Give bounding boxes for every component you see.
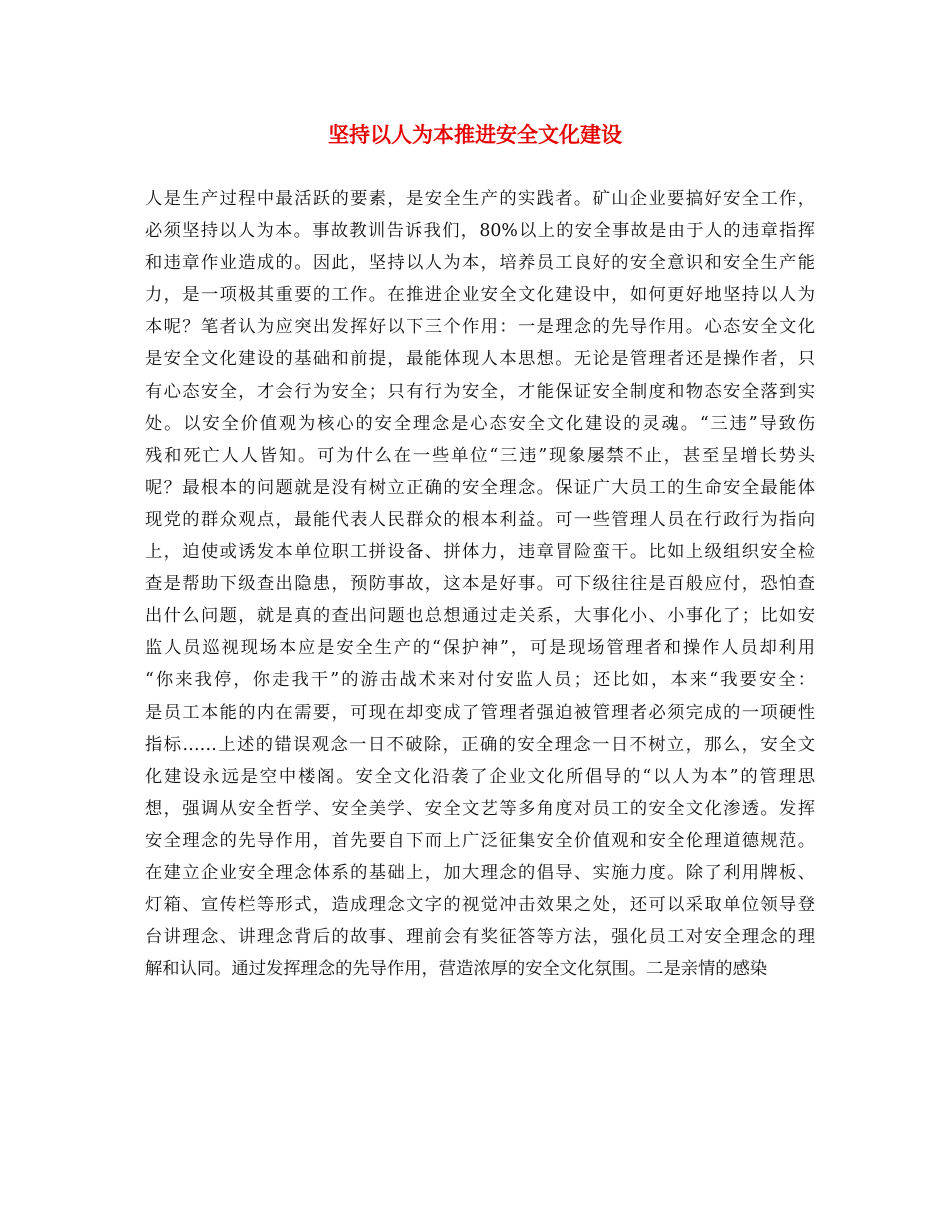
body-text-line: 化建设永远是空中楼阁。安全文化沿袭了企业文化所倡导的“以人为本”的管理思 [145,766,815,787]
body-text-line: 和违章作业造成的。因此，坚持以人为本，培养员工良好的安全意识和安全生产能 [145,253,815,274]
body-text-line: 有心态安全，才会行为安全；只有行为安全，才能保证安全制度和物态安全落到实 [145,381,815,402]
body-text-line: 解和认同。通过发挥理念的先导作用，营造浓厚的安全文化氛围。二是亲情的感染 [145,959,768,980]
body-text-line: 出什么问题，就是真的查出问题也总想通过走关系，大事化小、小事化了；比如安 [145,606,815,627]
body-text-line: 力，是一项极其重要的工作。在推进企业安全文化建设中，如何更好地坚持以人为 [145,285,815,306]
body-text-line: 是安全文化建设的基础和前提，最能体现人本思想。无论是管理者还是操作者，只 [145,349,815,370]
body-text-line: 是员工本能的内在需要，可现在却变成了管理者强迫被管理者必须完成的一项硬性 [145,702,815,723]
document-body [145,183,815,985]
body-text-line: 在建立企业安全理念体系的基础上，加大理念的倡导、实施力度。除了利用牌板、 [145,862,815,883]
body-text-line: 现党的群众观点，最能代表人民群众的根本利益。可一些管理人员在行政行为指向 [145,509,815,530]
body-text-line: 安全理念的先导作用，首先要自下而上广泛征集安全价值观和安全伦理道德规范。 [145,830,815,851]
document-title: 坚持以人为本推进安全文化建设 [328,123,622,147]
body-text-line: “你来我停，你走我干”的游击战术来对付安监人员；还比如，本来“我要安全： [145,670,815,691]
body-text-line: 想，强调从安全哲学、安全美学、安全文艺等多角度对员工的安全文化渗透。发挥 [145,798,815,819]
body-text-line: 指标……上述的错误观念一日不破除，正确的安全理念一日不树立，那么，安全文 [145,734,815,755]
body-text-line: 人是生产过程中最活跃的要素，是安全生产的实践者。矿山企业要搞好安全工作， [145,189,815,209]
body-text-line: 处。以安全价值观为核心的安全理念是心态安全文化建设的灵魂。“三违”导致伤 [145,413,815,434]
body-text-line: 残和死亡人人皆知。可为什么在一些单位“三违”现象屡禁不止，甚至呈增长势头 [145,445,815,466]
body-text-line: 本呢？笔者认为应突出发挥好以下三个作用：一是理念的先导作用。心态安全文化 [145,317,815,338]
body-text-line: 灯箱、宣传栏等形式，造成理念文字的视觉冲击效果之处，还可以采取单位领导登 [145,895,815,916]
body-text-line: 查是帮助下级查出隐患，预防事故，这本是好事。可下级往往是百般应付，恐怕查 [145,574,815,595]
body-text-line: 台讲理念、讲理念背后的故事、理前会有奖征答等方法，强化员工对安全理念的理 [145,927,815,948]
body-text-line: 上，迫使或诱发本单位职工拼设备、拼体力，违章冒险蛮干。比如上级组织安全检 [145,542,815,563]
body-text-line: 呢？最根本的问题就是没有树立正确的安全理念。保证广大员工的生命安全最能体 [145,477,815,498]
body-text-line: 监人员巡视现场本应是安全生产的“保护神”，可是现场管理者和操作人员却利用 [145,638,815,659]
body-text-line: 必须坚持以人为本。事故教训告诉我们，80%以上的安全事故是由于人的违章指挥 [145,221,815,242]
